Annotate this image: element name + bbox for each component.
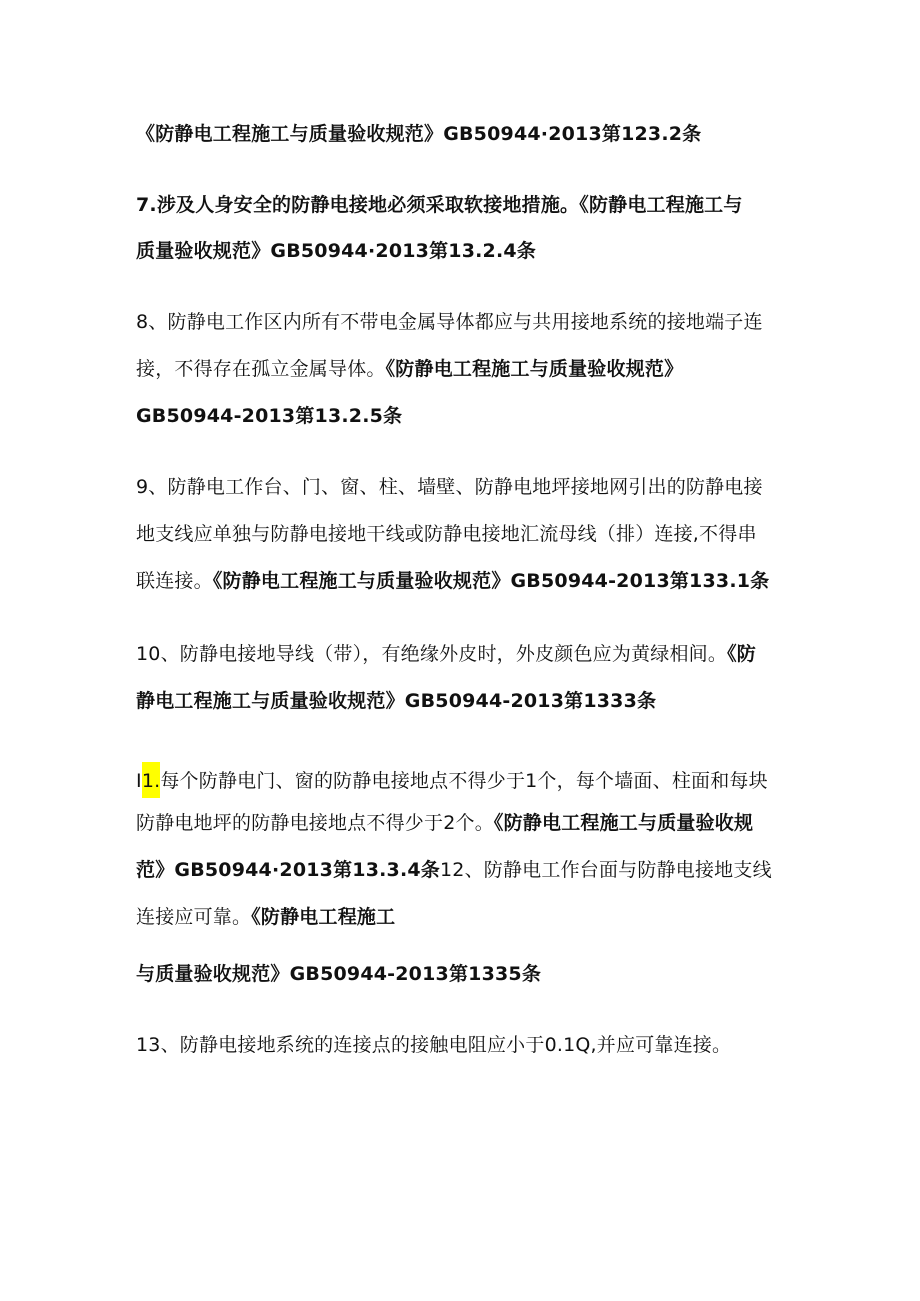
text-line-8: [136, 521, 757, 547]
bold-text: 《防静电工程施工与质量验收规: [493, 812, 754, 834]
bold-text: 《防: [727, 643, 756, 665]
text-line-2: [136, 192, 743, 218]
text-line-7: [136, 474, 763, 500]
text-line-11: [136, 688, 656, 714]
bold-text: 质量验收规范》GB50944·2013第13.2.4条: [136, 240, 536, 262]
text-line-10: [136, 641, 756, 667]
text-line-6: [136, 403, 402, 429]
text-line-3: [136, 238, 536, 264]
bold-text: 7.涉及人身安全的防静电接地必须采取软接地措施。《防静电工程施工与: [136, 194, 743, 216]
normal-text: 10、防静电接地导线（带），有绝缘外皮时，外皮颜色应为黄绿相间。: [136, 643, 728, 665]
normal-text: 8、防静电工作区内所有不带电金属导体都应与共用接地系统的接地端子连: [136, 311, 763, 333]
bold-text: 《防静电工程施工与质量验收规范》GB50944-2013第133.1条: [212, 570, 770, 592]
normal-text: 每个防静电门、窗的防静电接地点不得少于1个，每个墙面、柱面和每块: [160, 770, 768, 792]
normal-text: 9、防静电工作台、门、窗、柱、墙壁、防静电地坪接地网引出的防静电接: [136, 476, 763, 498]
highlight-mark: 1.: [142, 762, 161, 798]
text-line-16: [136, 961, 541, 987]
bold-text: 《防静电工程施工与质量验收规范》GB50944·2013第123.2条: [136, 123, 702, 145]
bold-text: 范》GB50944·2013第13.3.4条: [136, 859, 440, 881]
normal-text: 联连接。: [136, 570, 213, 592]
bold-text: GB50944-2013第13.2.5条: [136, 405, 403, 427]
normal-text: 地支线应单独与防静电接地干线或防静电接地汇流母线（排）连接,不得串: [136, 523, 757, 545]
text-line-13: [136, 810, 753, 836]
bold-text: 《防静电工程施工: [251, 906, 396, 928]
normal-text: 防静电地坪的防静电接地点不得少于2个。: [136, 812, 494, 834]
text-line-17: [136, 1032, 731, 1058]
normal-text: 13、防静电接地系统的连接点的接触电阻应小于0.1Q,并应可靠连接。: [136, 1034, 732, 1056]
bold-text: 与质量验收规范》GB50944-2013第1335条: [136, 963, 542, 985]
normal-text: 12、防静电工作台面与防静电接地支线: [440, 859, 772, 881]
text-line-5: [136, 356, 683, 382]
bold-text: 《防静电工程施工与质量验收规范》: [385, 358, 684, 380]
text-line-4: [136, 309, 763, 335]
normal-text: 接，不得存在孤立金属导体。: [136, 358, 386, 380]
bold-text: 静电工程施工与质量验收规范》GB50944-2013第1333条: [136, 690, 657, 712]
text-line-14: [136, 857, 772, 883]
text-line-12: [136, 762, 768, 798]
text-line-9: [136, 568, 769, 594]
normal-text: 连接应可靠。: [136, 906, 252, 928]
normal-text: I: [136, 770, 142, 792]
text-line-15: [136, 904, 395, 930]
text-line-1: [136, 121, 701, 147]
